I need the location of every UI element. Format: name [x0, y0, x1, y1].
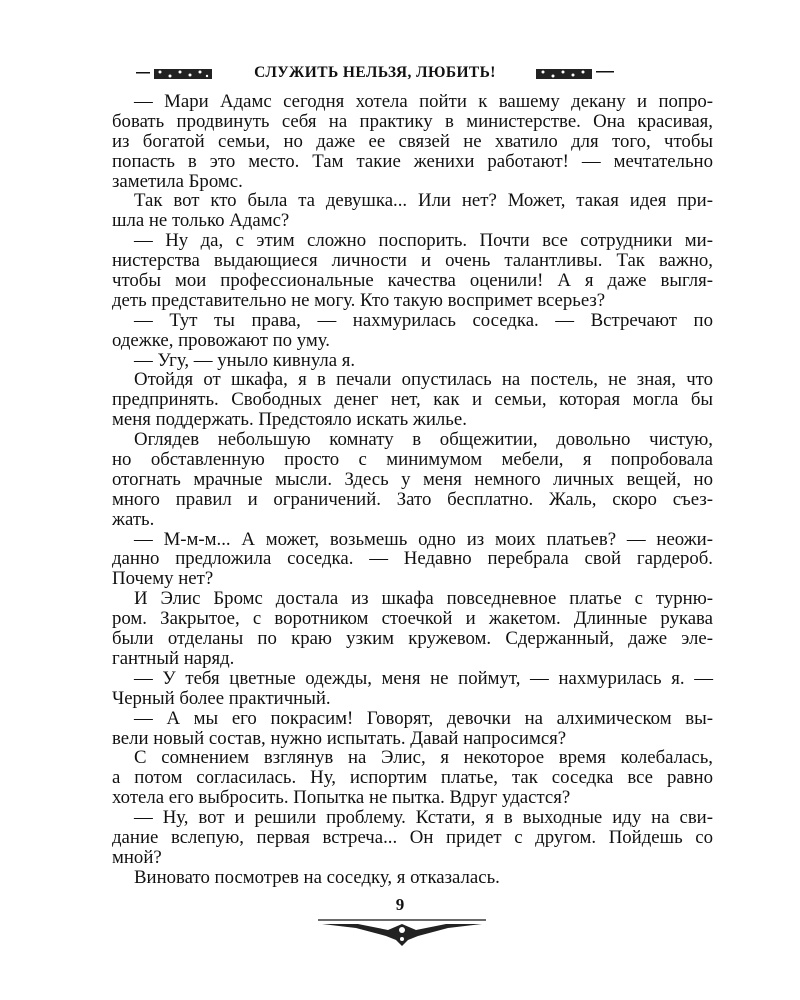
text-line: одежке, провожают по уму. [112, 329, 330, 351]
text-line: Виновато посмотрев на соседку, я отказалась. [134, 866, 500, 888]
text-line: — Угу, — уныло кивнула я. [134, 349, 356, 371]
ornament-left-icon [136, 68, 216, 80]
text-line: Черный более практичный. [112, 687, 331, 709]
text-line: чтобы мои профессиональные качества оценили! А я даже выгля- [112, 270, 713, 292]
text-line: заметила Бромс. [112, 170, 243, 192]
text-line: — Мари Адамс сегодня хотела пойти к вашему декану и попро- [134, 91, 713, 112]
text-line: — М-м-м... А может, возьмешь одно из моих платьев? — неожи- [134, 528, 713, 550]
text-line: меня поддержать. Предстояло искать жилье. [112, 409, 467, 431]
text-line: из богатой семьи, но даже ее связей не хватило для того, чтобы [112, 130, 713, 152]
text-line: отогнать мрачные мысли. Здесь у меня немного личных вещей, но [112, 468, 713, 490]
text-line: данно предложила соседка. — Недавно перебрала свой гардероб. [112, 548, 713, 570]
body-text [112, 92, 713, 888]
text-line: шла не только Адамс? [112, 210, 290, 232]
text-line: попасть в это место. Там такие женихи работают! — мечтательно [112, 150, 713, 172]
text-line: но обставленную просто с минимумом мебели, я попробовала [112, 449, 713, 471]
text-line: Так вот кто была та девушка... Или нет? Может, такая идея при- [134, 190, 713, 212]
page-number: 9 [395, 895, 405, 914]
text-line: нистерства выдающиеся личности и очень талантливы. Так важно, [112, 250, 713, 272]
text-line: С сомнением взглянув на Элис, я некоторое время колебалась, [134, 747, 713, 769]
text-line: Почему нет? [112, 568, 214, 590]
text-line: — Ну, вот и решили проблему. Кстати, я в выходные иду на сви- [134, 807, 713, 829]
running-header [0, 62, 800, 86]
text-line: вели новый состав, нужно испытать. Давай напросимся? [112, 727, 567, 749]
text-line: деть представительно не могу. Кто такую воспримет всерьез? [112, 289, 606, 311]
text-line: хотела его выбросить. Попытка не пытка. Вдруг удастся? [112, 787, 571, 809]
footer-ornament-icon [318, 918, 486, 948]
text-line: — А мы его покрасим! Говорят, девочки на алхимическом вы- [134, 707, 713, 729]
text-line: были отделаны по краю узким кружевом. Сдержанный, даже эле- [112, 628, 713, 650]
text-line: И Элис Бромс достала из шкафа повседневное платье с турню- [134, 588, 713, 610]
text-line: — У тебя цветные одежды, меня не поймут, — нахмурилась я. — [134, 667, 713, 689]
ornament-right-icon [534, 68, 614, 80]
book-title-header: СЛУЖИТЬ НЕЛЬЗЯ, ЛЮБИТЬ! [254, 64, 496, 81]
text-line: много правил и ограничений. Зато бесплатно. Жаль, скоро съез- [112, 488, 713, 510]
text-line: а потом согласилась. Ну, испортим платье, так соседка все равно [112, 767, 713, 789]
text-line: гантный наряд. [112, 647, 235, 669]
text-line: ром. Закрытое, с воротником стоечкой и жакетом. Длинные рукава [112, 608, 713, 630]
text-line: бовать продвинуть себя на практику в министерстве. Она красивая, [112, 110, 713, 132]
text-line: Отойдя от шкафа, я в печали опустилась на постель, не зная, что [134, 369, 713, 391]
text-line: предпринять. Свободных денег нет, как и семьи, которая могла бы [112, 389, 713, 411]
text-line: Оглядев небольшую комнату в общежитии, довольно чистую, [134, 429, 713, 451]
text-line: дание вслепую, первая встреча... Он придет с другом. Пойдешь со [112, 826, 713, 848]
text-line: — Ну да, с этим сложно поспорить. Почти все сотрудники ми- [134, 230, 713, 252]
text-line: жать. [112, 508, 155, 530]
text-line: — Тут ты права, — нахмурилась соседка. — Встречают по [134, 309, 713, 331]
text-line: мной? [112, 846, 162, 868]
